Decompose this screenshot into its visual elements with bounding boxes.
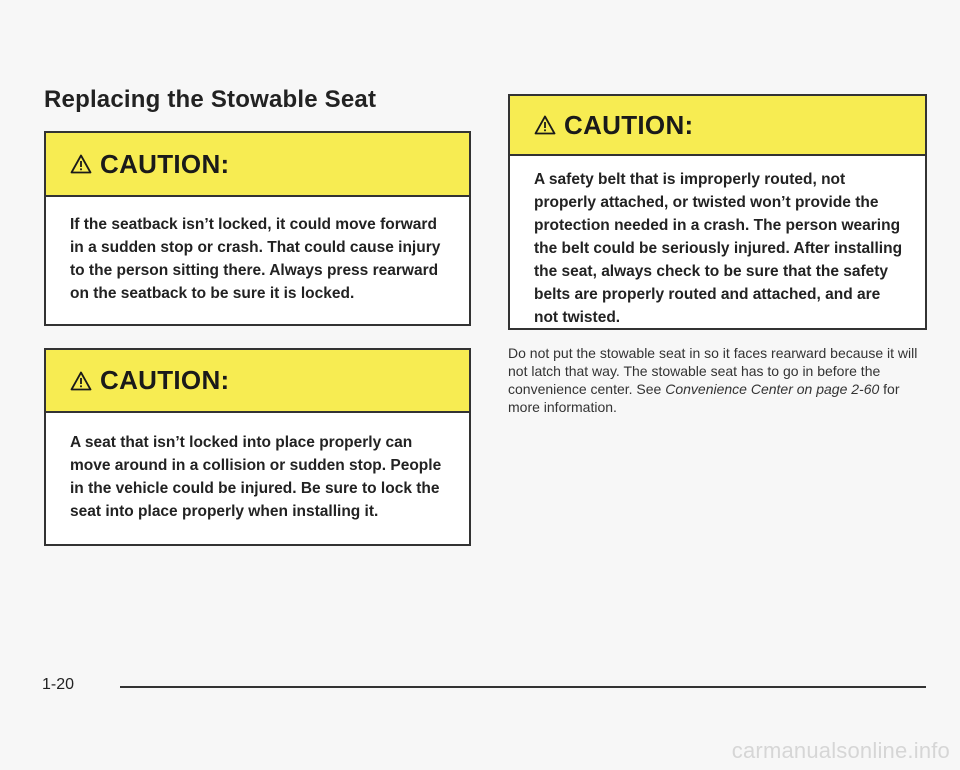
caution-header <box>46 350 469 413</box>
caution-box-seatback <box>44 131 471 326</box>
watermark: carmanualsonline.info <box>731 738 950 763</box>
caution-text: If the seatback isn’t locked, it could move forward in a sudden stop or crash. That could cause injury to the person sitting there. Always press rearward on the seatback to be sure it is locked. <box>70 216 441 302</box>
caution-box-safety-belt <box>508 94 927 330</box>
caution-text: A seat that isn’t locked into place properly can move around in a collision or sudden stop. People in the vehicle could be injured. Be sure to lock the seat into place properly when installing it. <box>70 434 442 520</box>
page-number: 1-20 <box>42 676 75 693</box>
body-text-after: for more information. <box>508 381 900 415</box>
caution-text: A safety belt that is improperly routed, not properly attached, or twisted won’t provide the protection needed in a crash. The person wearing the belt could be seriously injured. After installing the seat, always check to be sure that the safety belts are properly routed and attached, and are not twisted. <box>534 171 903 326</box>
caution-header <box>46 133 469 197</box>
caution-box-seat-lock <box>44 348 471 546</box>
body-text-before: Do not put the stowable seat in so it faces rearward because it will not latch that way. The stowable seat has to go in before the convenience center. See <box>508 345 918 397</box>
cross-reference-link[interactable]: Convenience Center on page 2-60 <box>665 381 880 397</box>
footer-rule <box>120 686 926 688</box>
caution-label: CAUTION: <box>100 148 230 179</box>
warning-triangle-icon <box>534 115 556 135</box>
warning-triangle-icon <box>70 371 92 391</box>
caution-header <box>510 96 925 156</box>
warning-triangle-icon <box>70 154 92 174</box>
body-paragraph <box>508 344 928 416</box>
page-title: Replacing the Stowable Seat <box>44 86 377 113</box>
caution-label: CAUTION: <box>564 109 694 140</box>
caution-label: CAUTION: <box>100 365 230 395</box>
